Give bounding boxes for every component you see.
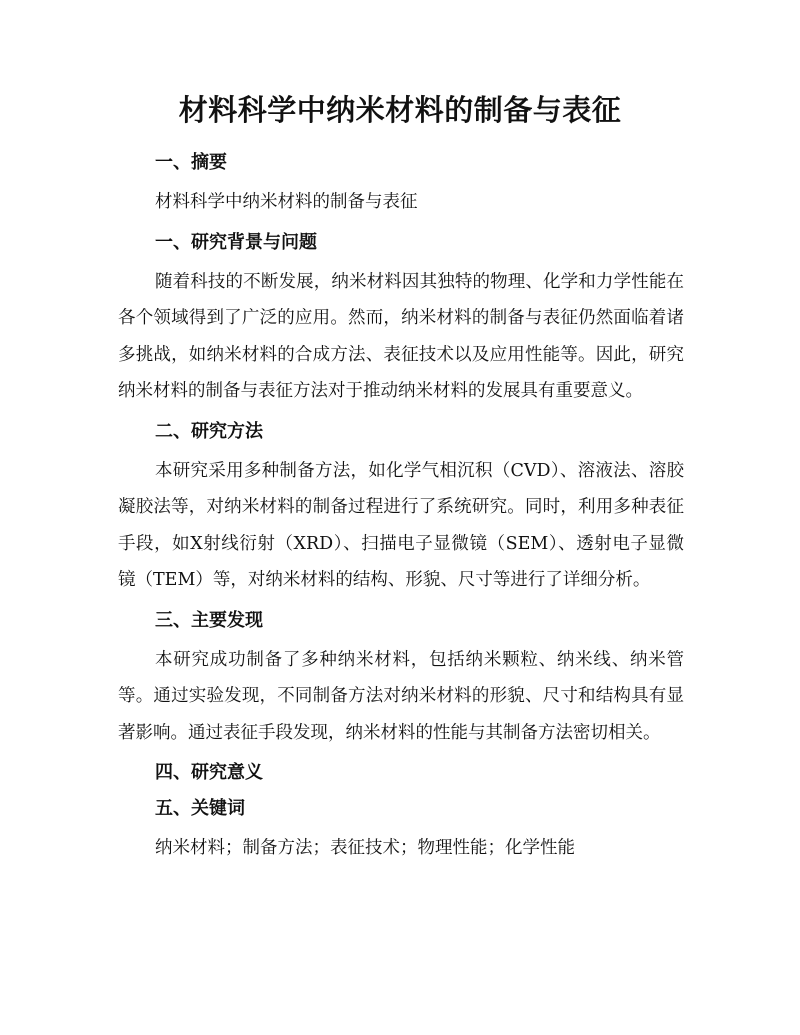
section-heading-findings: 三、主要发现 <box>155 609 263 631</box>
methods-text: 本研究采用多种制备方法，如化学气相沉积（CVD）、溶液法、溶胶凝胶法等，对纳米材料的制备过程进行了系统研究。同时，利用多种表征手段，如X射线衍射（XRD）、扫描电子显微镜（SEM）、透射电子显微镜（TEM）等，对纳米材料的结构、形貌、尺寸等进行了详细分析。 <box>118 460 684 590</box>
section-heading-keywords: 五、关键词 <box>155 798 245 819</box>
document-title: 材料科学中纳米材料的制备与表征 <box>178 93 622 127</box>
document-body <box>118 148 684 874</box>
section-heading-significance: 四、研究意义 <box>155 762 263 783</box>
findings-text: 本研究成功制备了多种纳米材料，包括纳米颗粒、纳米线、纳米管等。通过实验发现，不同制备方法对纳米材料的形貌、尺寸和结构具有显著影响。通过表征手段发现，纳米材料的性能与其制备方法密切相关。 <box>118 649 684 743</box>
background-text: 随着科技的不断发展，纳米材料因其独特的物理、化学和力学性能在各个领域得到了广泛的应用。然而，纳米材料的制备与表征仍然面临着诸多挑战，如纳米材料的合成方法、表征技术以及应用性能等。因此，研究纳米材料的制备与表征方法对于推动纳米材料的发展具有重要意义。 <box>118 271 684 401</box>
section-heading-background: 一、研究背景与问题 <box>155 231 317 253</box>
section-heading-abstract: 一、摘要 <box>155 152 227 173</box>
keywords-text: 纳米材料；制备方法；表征技术；物理性能；化学性能 <box>155 838 575 858</box>
abstract-text: 材料科学中纳米材料的制备与表征 <box>155 192 418 212</box>
section-heading-methods: 二、研究方法 <box>155 420 263 442</box>
